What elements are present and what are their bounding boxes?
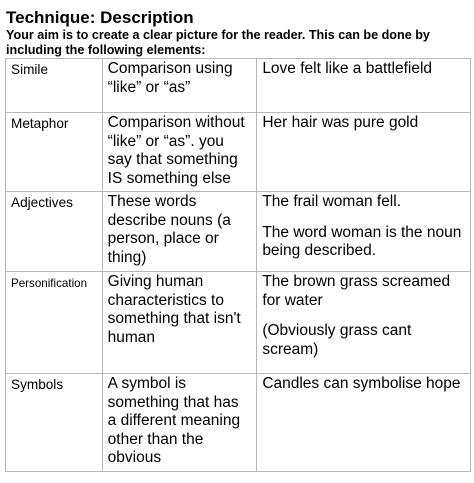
techniques-table	[5, 58, 471, 472]
example-text: Love felt like a battlefield	[262, 60, 433, 77]
example-cell	[257, 192, 471, 272]
description-cell: Comparison using “like” or “as”	[102, 59, 257, 113]
document-title: Technique: Description	[6, 8, 194, 27]
table-row	[6, 192, 471, 272]
example-text: Candles can symbolise hope	[262, 375, 461, 392]
example-text: The word woman is the noun being described.	[262, 223, 462, 259]
example-text: Her hair was pure gold	[262, 114, 419, 131]
table-row	[6, 272, 471, 374]
term-cell: Adjectives	[6, 192, 103, 272]
table-row	[6, 113, 471, 192]
description-cell: Giving human characteristics to something that isn't human	[102, 272, 257, 374]
description-cell: A symbol is something that has a different meaning other than the obvious	[102, 374, 257, 472]
description-cell: Comparison without “like” or “as”. you say that something IS something else	[102, 113, 257, 192]
example-text: The frail woman fell.	[262, 193, 402, 210]
example-cell	[257, 272, 471, 374]
term-cell: Symbols	[6, 374, 103, 472]
example-cell	[257, 113, 471, 192]
example-cell	[257, 59, 471, 113]
description-cell: These words describe nouns (a person, place or thing)	[102, 192, 257, 272]
term-cell: Personification	[6, 272, 103, 374]
term-cell: Simile	[6, 59, 103, 113]
table-row	[6, 59, 471, 113]
example-text: (Obviously grass cant scream)	[262, 322, 412, 358]
table-row	[6, 374, 471, 472]
example-cell	[257, 374, 471, 472]
example-text: The brown grass screamed for water	[262, 273, 451, 309]
document-subtitle: Your aim is to create a clear picture for the reader. This can be done by including the following elements:	[6, 28, 430, 57]
term-cell: Metaphor	[6, 113, 103, 192]
